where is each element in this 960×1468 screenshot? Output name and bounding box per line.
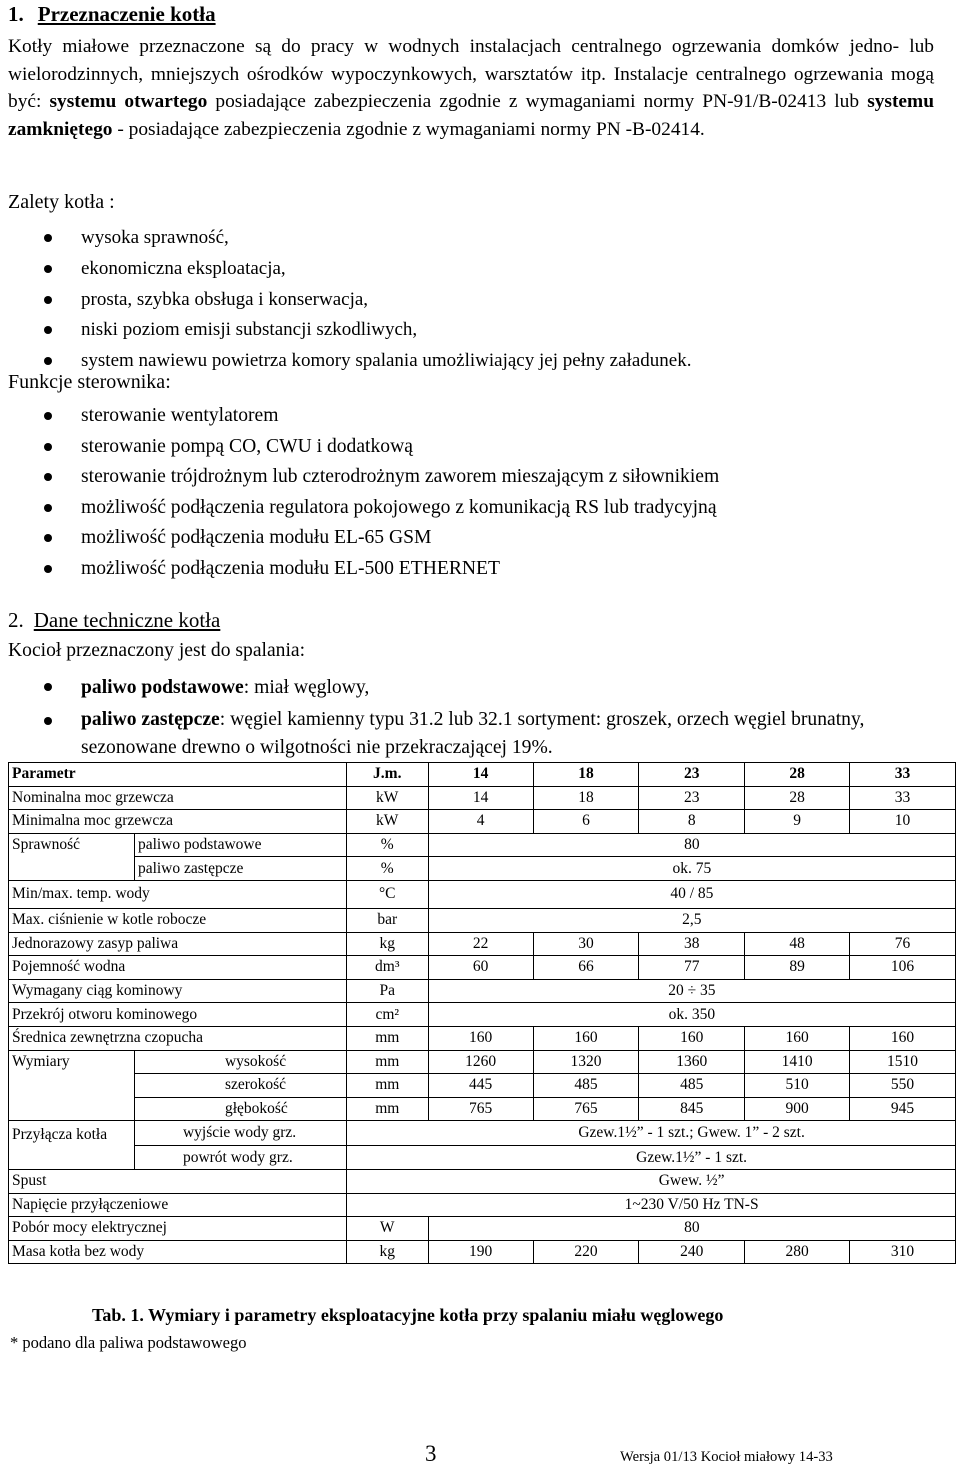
- unit-cell: mm: [346, 1074, 428, 1098]
- header-cell: 14: [428, 763, 533, 787]
- table-row: [9, 1026, 956, 1050]
- table-header-row: [9, 763, 956, 787]
- value-cell: 9: [745, 810, 850, 834]
- value-cell: 89: [745, 956, 850, 980]
- value-cell: 445: [428, 1074, 533, 1098]
- table-row: [9, 979, 956, 1003]
- value-cell: 220: [533, 1240, 639, 1264]
- value-cell: 66: [533, 956, 639, 980]
- controller-label: Funkcje sterownika:: [8, 371, 171, 393]
- header-cell: Parametr: [9, 763, 347, 787]
- table-row: [9, 1074, 956, 1098]
- fuel-list: [0, 672, 929, 762]
- value-cell: 18: [533, 786, 639, 810]
- unit-cell: kW: [346, 810, 428, 834]
- value-cell: 30: [533, 932, 639, 956]
- value-cell: 76: [850, 932, 956, 956]
- value-cell: 190: [428, 1240, 533, 1264]
- unit-cell: °C: [346, 880, 428, 908]
- advantages-list: [0, 223, 691, 377]
- unit-cell: %: [346, 833, 428, 857]
- row-label: Min/max. temp. wody: [9, 880, 347, 908]
- row-sublabel: wyjście wody grz.: [134, 1121, 346, 1146]
- header-cell: 18: [533, 763, 639, 787]
- value-cell: Gzew.1½” - 1 szt.; Gwew. 1” - 2 szt.: [428, 1121, 955, 1146]
- value-cell: 310: [850, 1240, 956, 1264]
- value-cell: 106: [850, 956, 956, 980]
- row-label: Pojemność wodna: [9, 956, 347, 980]
- value-cell: 33: [850, 786, 956, 810]
- value-cell: ok. 75: [428, 857, 955, 881]
- table-caption: Tab. 1. Wymiary i parametry eksploatacyjne kotła przy spalaniu miału węglowego: [92, 1305, 724, 1325]
- row-label: Średnica zewnętrzna czopucha: [9, 1026, 347, 1050]
- row-label: Wymagany ciąg kominowy: [9, 979, 347, 1003]
- value-cell: 80: [428, 833, 955, 857]
- table-row: [9, 1097, 956, 1121]
- row-sublabel: paliwo zastępcze: [134, 857, 346, 881]
- empty-cell: [346, 1146, 428, 1170]
- section-2-number: 2.: [8, 608, 24, 632]
- value-cell: 280: [745, 1240, 850, 1264]
- section-2-title: Dane techniczne kotła: [33, 608, 221, 632]
- list-item: niski poziom emisji substancji szkodliwych,: [0, 315, 691, 346]
- paragraph-part: Kotły miałowe przeznaczone są do pracy w wodnych instalacjach centralnego ogrzewania domków jedno- lub wielorodzinnych, mniejszych ośrodków wypoczynkowych, warsztatów itp. Instalacje centralnego ogrzewania mogą być:: [8, 36, 934, 113]
- value-cell: 20 ÷ 35: [428, 979, 955, 1003]
- open-system-term: systemu otwartego: [49, 91, 208, 113]
- unit-cell: mm: [346, 1050, 428, 1074]
- table-row: [9, 1217, 956, 1241]
- value-cell: 900: [745, 1097, 850, 1121]
- fuel-label: paliwo zastępcze: [81, 709, 220, 730]
- table-row: [9, 1050, 956, 1074]
- spec-table: [8, 762, 956, 1264]
- unit-cell: kg: [346, 1240, 428, 1264]
- table-row: [9, 908, 956, 932]
- unit-cell: mm: [346, 1026, 428, 1050]
- row-label: Jednorazowy zasyp paliwa: [9, 932, 347, 956]
- unit-cell: dm³: [346, 956, 428, 980]
- value-cell: Gwew. ½”: [428, 1169, 955, 1193]
- empty-cell: [346, 1193, 428, 1217]
- list-item: sterowanie trójdrożnym lub czterodrożnym zaworem mieszającym z siłownikiem: [0, 462, 719, 493]
- value-cell: 945: [850, 1097, 956, 1121]
- list-item: prosta, szybka obsługa i konserwacja,: [0, 285, 691, 316]
- table-row: [9, 833, 956, 857]
- fuel-text: : węgiel kamienny typu 31.2 lub 32.1 sortyment: groszek, orzech węgiel brunatny, sezonowane drewno o wilgotności nie przekraczającej 19%.: [81, 709, 865, 758]
- value-cell: 240: [639, 1240, 745, 1264]
- value-cell: Gzew.1½” - 1 szt.: [428, 1146, 955, 1170]
- table-footnote: * podano dla paliwa podstawowego: [10, 1333, 247, 1352]
- value-cell: 60: [428, 956, 533, 980]
- fuel-intro: Kocioł przeznaczony jest do spalania:: [8, 640, 306, 661]
- row-label: Minimalna moc grzewcza: [9, 810, 347, 834]
- row-sublabel: głębokość: [134, 1097, 346, 1121]
- value-cell: 14: [428, 786, 533, 810]
- value-cell: 845: [639, 1097, 745, 1121]
- value-cell: 160: [533, 1026, 639, 1050]
- list-item: [0, 706, 929, 762]
- table-row: [9, 1146, 956, 1170]
- value-cell: 550: [850, 1074, 956, 1098]
- section-1-number: 1.: [8, 2, 24, 26]
- row-label: Pobór mocy elektrycznej: [9, 1217, 347, 1241]
- table-row: [9, 857, 956, 881]
- row-label: Masa kotła bez wody: [9, 1240, 347, 1264]
- value-cell: 38: [639, 932, 745, 956]
- value-cell: 510: [745, 1074, 850, 1098]
- page-number: 3: [425, 1441, 437, 1466]
- row-label: Sprawność: [9, 833, 135, 880]
- section-2-heading: [8, 608, 220, 633]
- value-cell: 765: [533, 1097, 639, 1121]
- paragraph-part: posiadające zabezpieczenia zgodnie z wymaganiami normy PN-91/B-02413 lub: [207, 91, 868, 113]
- list-item: możliwość podłączenia modułu EL-500 ETHERNET: [0, 554, 719, 585]
- table-row: [9, 1003, 956, 1027]
- value-cell: 77: [639, 956, 745, 980]
- list-item: [0, 672, 929, 703]
- header-cell: 33: [850, 763, 956, 787]
- row-label: Wymiary: [9, 1050, 135, 1121]
- fuel-label: paliwo podstawowe: [81, 677, 244, 698]
- value-cell: 80: [428, 1217, 955, 1241]
- list-item: sterowanie wentylatorem: [0, 401, 719, 432]
- header-cell: 28: [745, 763, 850, 787]
- value-cell: 48: [745, 932, 850, 956]
- value-cell: 160: [850, 1026, 956, 1050]
- row-label: Nominalna moc grzewcza: [9, 786, 347, 810]
- advantages-label: Zalety kotła :: [8, 191, 115, 213]
- row-sublabel: paliwo podstawowe: [134, 833, 346, 857]
- value-cell: 765: [428, 1097, 533, 1121]
- closed-system-term: systemu zamkniętego: [8, 91, 934, 140]
- value-cell: 40 / 85: [428, 880, 955, 908]
- row-label: Przekrój otworu kominowego: [9, 1003, 347, 1027]
- paragraph-part: - posiadające zabezpieczenia zgodnie z wymaganiami normy PN -B-02414.: [112, 118, 705, 140]
- header-cell: J.m.: [346, 763, 428, 787]
- row-sublabel: wysokość: [134, 1050, 346, 1074]
- table-row: [9, 932, 956, 956]
- table-row: [9, 880, 956, 908]
- value-cell: 10: [850, 810, 956, 834]
- header-cell: 23: [639, 763, 745, 787]
- table-row: [9, 1169, 956, 1193]
- value-cell: 485: [533, 1074, 639, 1098]
- unit-cell: mm: [346, 1097, 428, 1121]
- section-1-title: Przeznaczenie kotła: [37, 2, 216, 26]
- value-cell: 6: [533, 810, 639, 834]
- value-cell: 1510: [850, 1050, 956, 1074]
- list-item: system nawiewu powietrza komory spalania umożliwiający jej pełny załadunek.: [0, 346, 691, 377]
- row-label: Napięcie przyłączeniowe: [9, 1193, 347, 1217]
- value-cell: 160: [639, 1026, 745, 1050]
- list-item: możliwość podłączenia regulatora pokojowego z komunikacją RS lub tradycyjną: [0, 493, 719, 524]
- list-item: ekonomiczna eksploatacja,: [0, 254, 691, 285]
- row-sublabel: powrót wody grz.: [134, 1146, 346, 1170]
- fuel-text: : miał węglowy,: [243, 677, 370, 698]
- list-item: wysoka sprawność,: [0, 223, 691, 254]
- value-cell: 4: [428, 810, 533, 834]
- list-item: sterowanie pompą CO, CWU i dodatkową: [0, 432, 719, 463]
- table-row: [9, 1193, 956, 1217]
- value-cell: 1320: [533, 1050, 639, 1074]
- unit-cell: bar: [346, 908, 428, 932]
- value-cell: 160: [745, 1026, 850, 1050]
- row-label: Przyłącza kotła: [9, 1121, 135, 1170]
- value-cell: 2,5: [428, 908, 955, 932]
- unit-cell: Pa: [346, 979, 428, 1003]
- table-row: [9, 1240, 956, 1264]
- version-footer: Wersja 01/13 Kocioł miałowy 14-33: [620, 1449, 833, 1465]
- row-sublabel: szerokość: [134, 1074, 346, 1098]
- value-cell: 1260: [428, 1050, 533, 1074]
- value-cell: 1410: [745, 1050, 850, 1074]
- unit-cell: kW: [346, 786, 428, 810]
- purpose-paragraph: [8, 33, 934, 143]
- controller-list: [0, 401, 719, 585]
- row-label: Max. ciśnienie w kotle robocze: [9, 908, 347, 932]
- empty-cell: [346, 1169, 428, 1193]
- table-row: [9, 956, 956, 980]
- unit-cell: kg: [346, 932, 428, 956]
- table-row: [9, 786, 956, 810]
- section-1-heading: [8, 2, 216, 27]
- unit-cell: W: [346, 1217, 428, 1241]
- unit-cell: cm²: [346, 1003, 428, 1027]
- value-cell: ok. 350: [428, 1003, 955, 1027]
- list-item: możliwość podłączenia modułu EL-65 GSM: [0, 523, 719, 554]
- value-cell: 22: [428, 932, 533, 956]
- row-label: Spust: [9, 1169, 347, 1193]
- value-cell: 8: [639, 810, 745, 834]
- empty-cell: [346, 1121, 428, 1146]
- value-cell: 23: [639, 786, 745, 810]
- value-cell: 160: [428, 1026, 533, 1050]
- value-cell: 1360: [639, 1050, 745, 1074]
- value-cell: 28: [745, 786, 850, 810]
- value-cell: 1~230 V/50 Hz TN-S: [428, 1193, 955, 1217]
- value-cell: 485: [639, 1074, 745, 1098]
- table-row: [9, 1121, 956, 1146]
- unit-cell: %: [346, 857, 428, 881]
- table-row: [9, 810, 956, 834]
